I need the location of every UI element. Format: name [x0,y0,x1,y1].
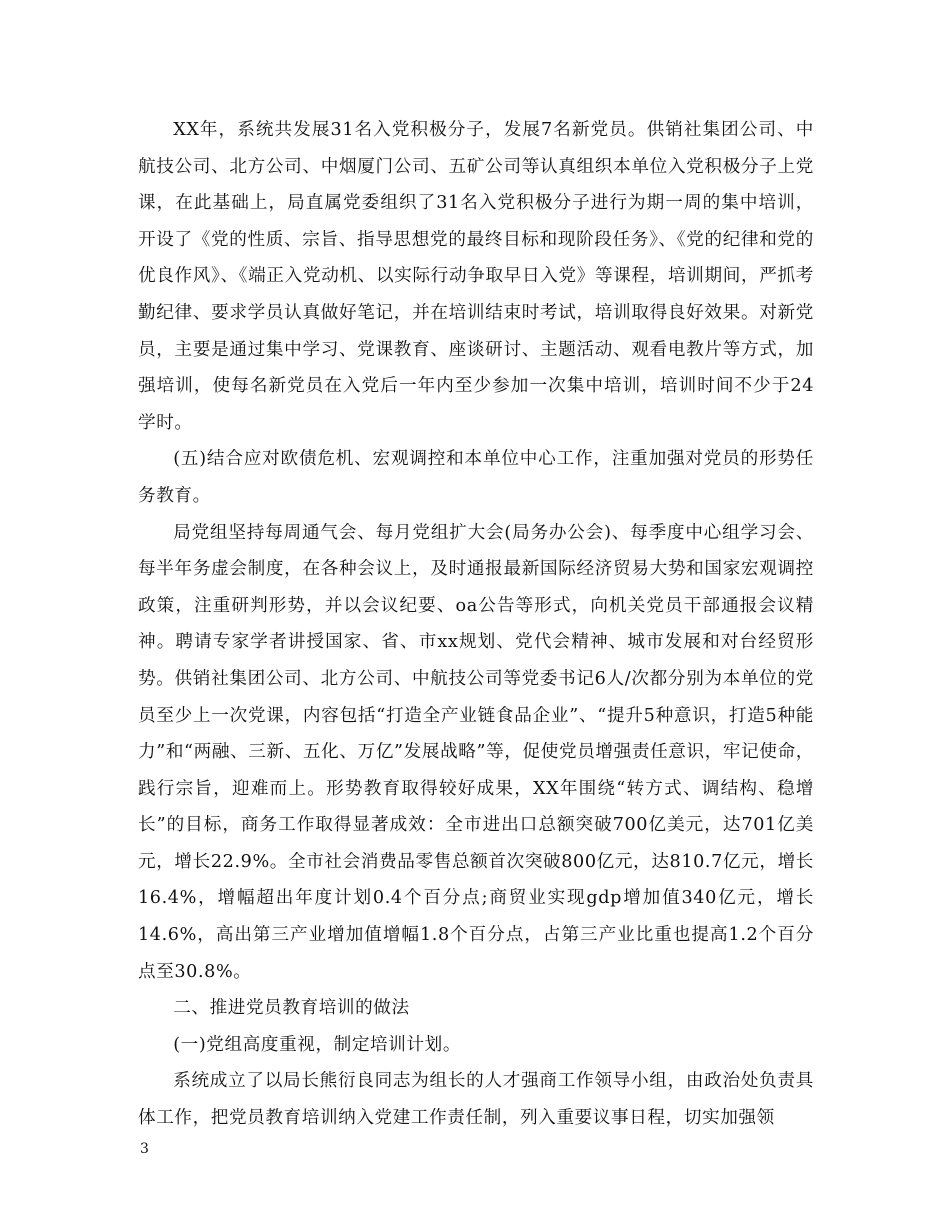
paragraph-leadership-group: 系统成立了以局长熊衍良同志为组长的人才强商工作领导小组，由政治处负责具体工作，把党员教育培训纳入党建工作责任制，列入重要议事日程，切实加强领 [138,1071,814,1129]
subheading-training-plan: (一)党组高度重视，制定培训计划。 [173,1034,462,1055]
paragraph-new-members-training: XX年，系统共发展31名入党积极分子，发展7名新党员。供销社集团公司、中航技公司、北方公司、中烟厦门公司、五矿公司等认真组织本单位入党积极分子上党课，在此基础上，局直属党委组织了31名入党积极分子进行为期一周的集中培训，开设了《党的性质、宗旨、指导思想党的最终目标和现阶段任务》、《党的纪律和党的优良作风》、《端正入党动机、以实际行动争取早日入党》等课程，培训期间，严抓考勤纪律、要求学员认真做好笔记，并在培训结束时考试，培训取得良好效果。对新党员，主要是通过集中学习、党课教育、座谈研讨、主题活动、观看电教片等方式，加强培训，使每名新党员在入党后一年内至少参加一次集中培训，培训时间不少于24学时。 [138,120,814,433]
heading-situation-education: (五)结合应对欧债危机、宏观调控和本单位中心工作，注重加强对党员的形势任务教育。 [138,449,814,506]
section-heading-practices: 二、推进党员教育培训的做法 [173,998,410,1019]
document-body [138,112,814,1137]
paragraph-situation-education: 局党组坚持每周通气会、每月党组扩大会(局务办公会)、每季度中心组学习会、每半年务虚会制度，在各种会议上，及时通报最新国际经济贸易大势和国家宏观调控政策，注重研判形势，并以会议纪要、oa公告等形式，向机关党员干部通报会议精神。聘请专家学者讲授国家、省、市xx规划、党代会精神、城市发展和对台经贸形势。供销社集团公司、北方公司、中航技公司等党委书记6人/次都分别为本单位的党员至少上一次党课，内容包括“打造全产业链食品企业”、“提升5种意识，打造5种能力”和“两融、三新、五化、万亿”发展战略”等，促使党员增强责任意识，牢记使命，践行宗旨，迎难而上。形势教育取得较好成果，XX年围绕“转方式、调结构、稳增长”的目标，商务工作取得显著成效：全市进出口总额突破700亿美元，达701亿美元，增长22.9%。全市社会消费品零售总额首次突破800亿元，达810.7亿元，增长16.4%，增幅超出年度计划0.4个百分点;商贸业实现gdp增加值340亿元，增长14.6%，高出第三产业增加值增幅1.8个百分点，占第三产业比重也提高1.2个百分点至30.8%。 [138,522,814,982]
page-number: 3 [140,1141,149,1157]
